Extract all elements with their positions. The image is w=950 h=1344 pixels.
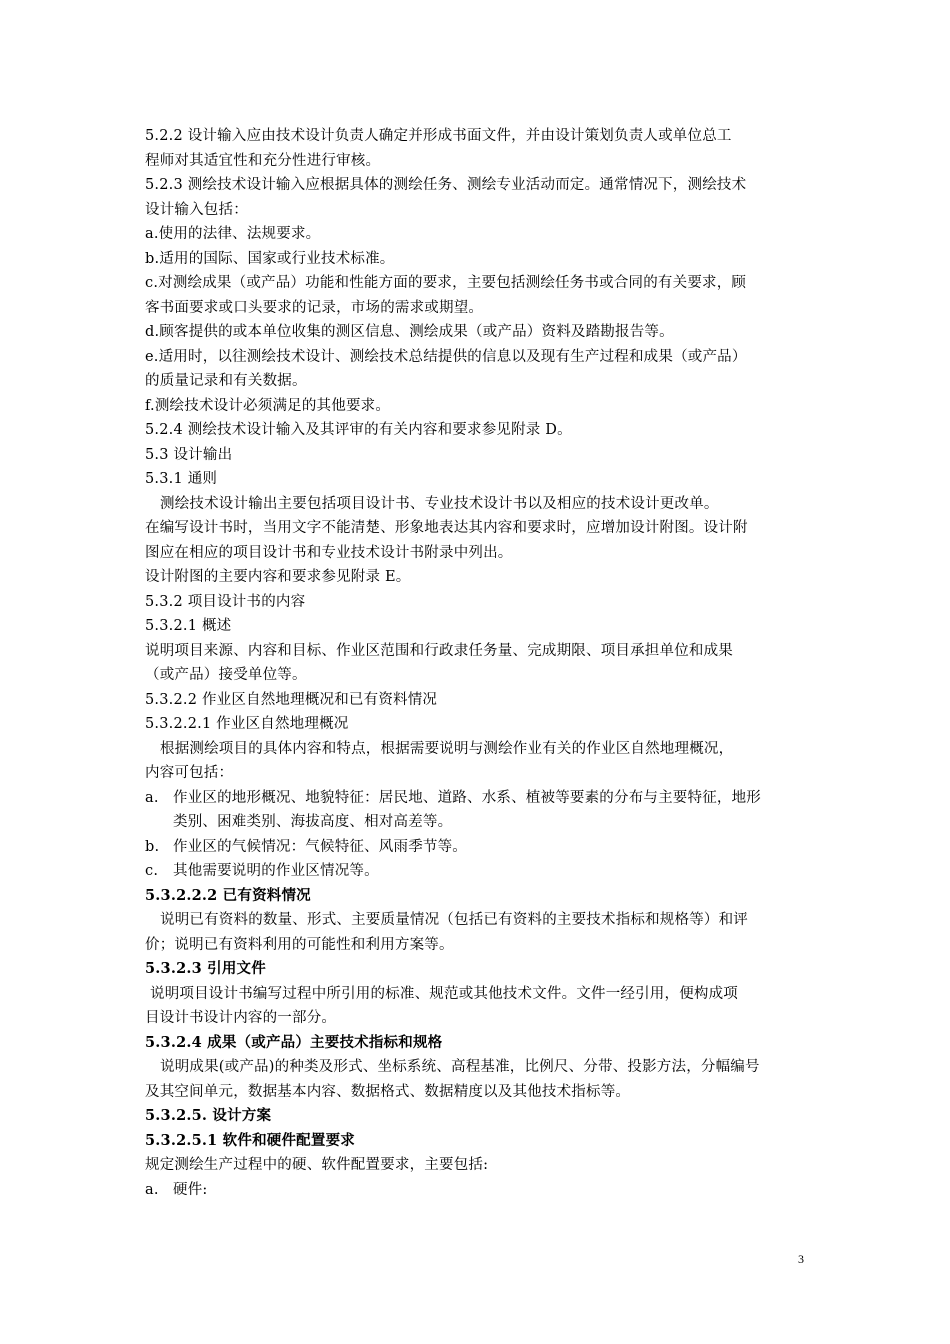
section-heading: 5.3.2.3 引用文件 <box>145 960 266 977</box>
section-heading: 5.3.1 通则 <box>145 471 218 487</box>
list-item <box>145 859 810 884</box>
section-heading: 5.3.2.1 概述 <box>145 618 232 634</box>
paragraph-line: 及其空间单元，数据基本内容、数据格式、数据精度以及其他技术指标等。 <box>145 1083 631 1100</box>
list-item <box>145 835 810 860</box>
page-body <box>145 124 810 1202</box>
list-item: f.测绘技术设计必须满足的其他要求。 <box>145 397 391 414</box>
list-marker: a. <box>145 1181 159 1198</box>
list-item-text: 硬件: <box>173 1181 208 1198</box>
paragraph-line: 规定测绘生产过程中的硬、软件配置要求，主要包括: <box>145 1157 489 1173</box>
paragraph-line: 客书面要求或口头要求的记录，市场的需求或期望。 <box>145 299 484 316</box>
list-item <box>145 786 810 811</box>
paragraph-line: 设计输入包括： <box>145 201 248 218</box>
paragraph-line: 的质量记录和有关数据。 <box>145 373 307 389</box>
section-heading: 5.3.2.5. 设计方案 <box>145 1107 272 1124</box>
paragraph-line: 目设计书设计内容的一部分。 <box>145 1010 337 1026</box>
paragraph-line: 根据测绘项目的具体内容和特点，根据需要说明与测绘作业有关的作业区自然地理概况， <box>160 740 734 757</box>
list-item: d.顾客提供的或本单位收集的测区信息、测绘成果（或产品）资料及踏勘报告等。 <box>145 324 674 340</box>
section-heading: 5.3.2.5.1 软件和硬件配置要求 <box>145 1131 355 1149</box>
list-item: a.使用的法律、法规要求。 <box>145 226 321 242</box>
section-heading: 5.3.2.2.2 已有资料情况 <box>145 886 311 904</box>
section-heading: 5.3 设计输出 <box>145 446 233 463</box>
section-heading: 5.3.2.2.1 作业区自然地理概况 <box>145 716 349 732</box>
list-item: c.对测绘成果（或产品）功能和性能方面的要求，主要包括测绘任务书或合同的有关要求，顾 <box>145 275 747 291</box>
paragraph-line: 图应在相应的项目设计书和专业技术设计书附录中列出。 <box>145 544 513 561</box>
list-item-text: 作业区的气候情况：气候特征、风雨季节等。 <box>173 838 467 855</box>
page-number: 3 <box>798 1252 804 1266</box>
paragraph-line: 在编写设计书时，当用文字不能清楚、形象地表达其内容和要求时，应增加设计附图。设计附 <box>145 520 748 536</box>
paragraph-line: 5.2.4 测绘技术设计输入及其评审的有关内容和要求参见附录 D。 <box>145 422 572 438</box>
section-heading: 5.3.2.2 作业区自然地理概况和已有资料情况 <box>145 691 438 708</box>
paragraph-line: 价；说明已有资料利用的可能性和利用方案等。 <box>145 936 454 953</box>
paragraph-line: 类别、困难类别、海拔高度、相对高差等。 <box>173 814 453 830</box>
section-heading: 5.3.2 项目设计书的内容 <box>145 593 306 610</box>
list-item-text: 其他需要说明的作业区情况等。 <box>173 863 379 879</box>
paragraph-line: 5.2.2 设计输入应由技术设计负责人确定并形成书面文件，并由设计策划负责人或单位总工 <box>145 128 732 144</box>
list-item-text: 作业区的地形概况、地貌特征：居民地、道路、水系、植被等要素的分布与主要特征，地形 <box>173 789 761 806</box>
paragraph-line: 程师对其适宜性和充分性进行审核。 <box>145 152 381 169</box>
list-marker: b. <box>145 838 160 855</box>
paragraph-line: （或产品）接受单位等。 <box>145 667 307 683</box>
paragraph-line: 5.2.3 测绘技术设计输入应根据具体的测绘任务、测绘专业活动而定。通常情况下，测绘技术 <box>145 177 747 193</box>
paragraph-line: 测绘技术设计输出主要包括项目设计书、专业技术设计书以及相应的技术设计更改单。 <box>160 495 719 512</box>
list-item: e.适用时，以往测绘技术设计、测绘技术总结提供的信息以及现有生产过程和成果（或产品） <box>145 348 747 365</box>
paragraph-line: 说明项目设计书编写过程中所引用的标准、规范或其他技术文件。文件一经引用，便构成项 <box>150 985 738 1002</box>
section-heading: 5.3.2.4 成果（或产品）主要技术指标和规格 <box>145 1033 443 1051</box>
paragraph-line: 设计附图的主要内容和要求参见附录 E。 <box>145 569 411 585</box>
paragraph-line: 内容可包括： <box>145 765 234 781</box>
paragraph-line: 说明已有资料的数量、形式、主要质量情况（包括已有资料的主要技术指标和规格等）和评 <box>160 912 748 928</box>
list-item: b.适用的国际、国家或行业技术标准。 <box>145 250 395 267</box>
paragraph-line: 说明项目来源、内容和目标、作业区范围和行政隶任务量、完成期限、项目承担单位和成果 <box>145 642 733 659</box>
paragraph-line: 说明成果(或产品)的种类及形式、坐标系统、高程基准，比例尺、分带、投影方法，分幅编号 <box>160 1059 760 1075</box>
list-item <box>145 1178 810 1203</box>
list-marker: a. <box>145 789 159 806</box>
list-marker: c. <box>145 863 159 879</box>
